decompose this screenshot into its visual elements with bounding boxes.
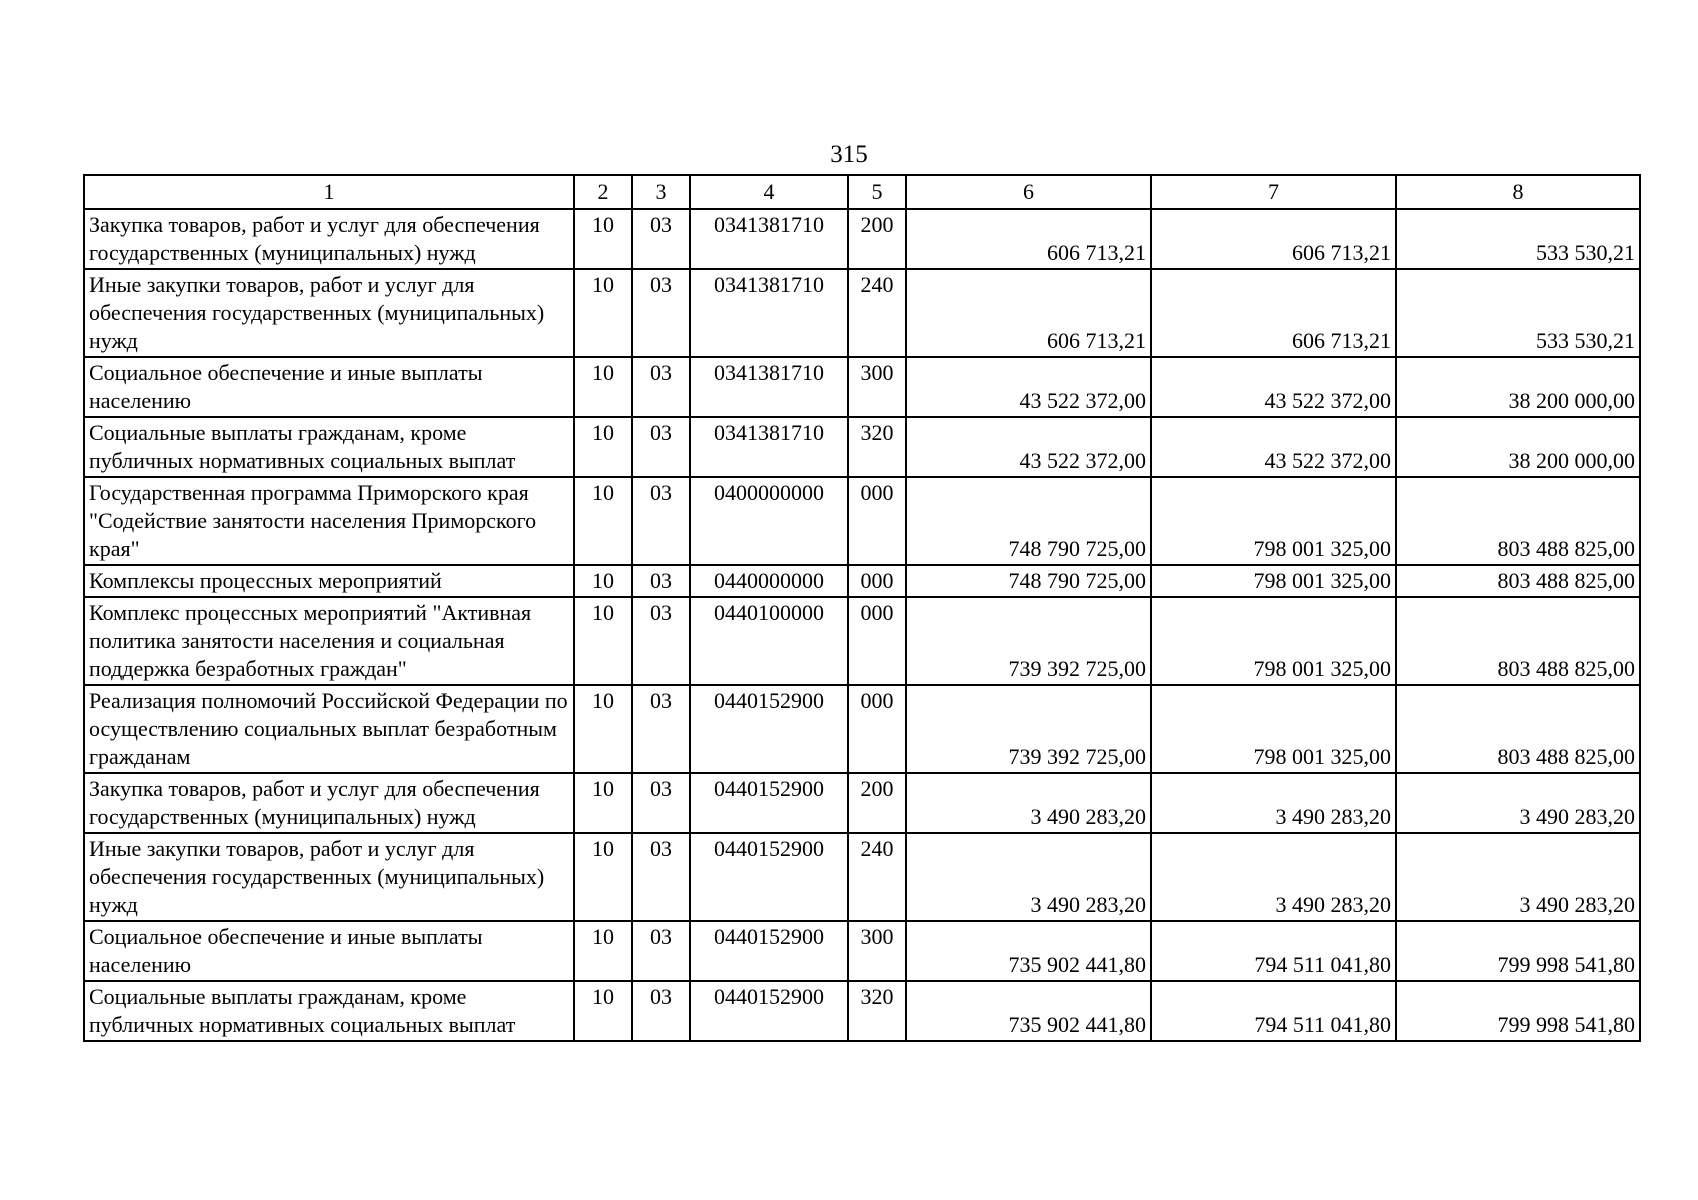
amount-col6-cell: 735 902 441,80 bbox=[906, 981, 1151, 1041]
amount-col8-cell: 3 490 283,20 bbox=[1396, 773, 1640, 833]
subsection-cell: 03 bbox=[632, 477, 690, 565]
target-article-cell: 0400000000 bbox=[690, 477, 848, 565]
section-cell: 10 bbox=[574, 477, 632, 565]
target-article-cell: 0341381710 bbox=[690, 269, 848, 357]
amount-col8-cell: 38 200 000,00 bbox=[1396, 357, 1640, 417]
table-row bbox=[84, 417, 1640, 477]
section-cell: 10 bbox=[574, 357, 632, 417]
section-cell: 10 bbox=[574, 269, 632, 357]
target-article-cell: 0440100000 bbox=[690, 597, 848, 685]
subsection-cell: 03 bbox=[632, 921, 690, 981]
column-header: 5 bbox=[848, 175, 906, 209]
budget-table bbox=[83, 174, 1641, 1042]
amount-col6-cell: 748 790 725,00 bbox=[906, 477, 1151, 565]
expense-type-cell: 000 bbox=[848, 477, 906, 565]
section-cell: 10 bbox=[574, 565, 632, 597]
section-cell: 10 bbox=[574, 209, 632, 269]
amount-col8-cell: 803 488 825,00 bbox=[1396, 477, 1640, 565]
table-row bbox=[84, 269, 1640, 357]
subsection-cell: 03 bbox=[632, 357, 690, 417]
row-name-cell: Комплекс процессных мероприятий "Активная политика занятости населения и социальная поддержка безработных граждан" bbox=[84, 597, 574, 685]
expense-type-cell: 000 bbox=[848, 597, 906, 685]
amount-col7-cell: 43 522 372,00 bbox=[1151, 417, 1396, 477]
row-name-cell: Иные закупки товаров, работ и услуг для обеспечения государственных (муниципальных) нужд bbox=[84, 269, 574, 357]
row-name-cell: Социальные выплаты гражданам, кроме публичных нормативных социальных выплат bbox=[84, 417, 574, 477]
page-number: 315 bbox=[830, 141, 868, 168]
amount-col8-cell: 803 488 825,00 bbox=[1396, 597, 1640, 685]
subsection-cell: 03 bbox=[632, 833, 690, 921]
subsection-cell: 03 bbox=[632, 981, 690, 1041]
amount-col6-cell: 739 392 725,00 bbox=[906, 685, 1151, 773]
row-name-cell: Иные закупки товаров, работ и услуг для обеспечения государственных (муниципальных) нужд bbox=[84, 833, 574, 921]
target-article-cell: 0440152900 bbox=[690, 833, 848, 921]
expense-type-cell: 000 bbox=[848, 565, 906, 597]
target-article-cell: 0440152900 bbox=[690, 685, 848, 773]
amount-col6-cell: 43 522 372,00 bbox=[906, 357, 1151, 417]
amount-col8-cell: 38 200 000,00 bbox=[1396, 417, 1640, 477]
subsection-cell: 03 bbox=[632, 269, 690, 357]
target-article-cell: 0440152900 bbox=[690, 773, 848, 833]
section-cell: 10 bbox=[574, 833, 632, 921]
amount-col6-cell: 606 713,21 bbox=[906, 269, 1151, 357]
section-cell: 10 bbox=[574, 417, 632, 477]
subsection-cell: 03 bbox=[632, 209, 690, 269]
table-row bbox=[84, 773, 1640, 833]
amount-col8-cell: 803 488 825,00 bbox=[1396, 685, 1640, 773]
column-header: 7 bbox=[1151, 175, 1396, 209]
expense-type-cell: 200 bbox=[848, 773, 906, 833]
amount-col8-cell: 799 998 541,80 bbox=[1396, 921, 1640, 981]
column-header: 4 bbox=[690, 175, 848, 209]
row-name-cell: Социальное обеспечение и иные выплаты населению bbox=[84, 357, 574, 417]
amount-col7-cell: 606 713,21 bbox=[1151, 209, 1396, 269]
amount-col7-cell: 798 001 325,00 bbox=[1151, 565, 1396, 597]
subsection-cell: 03 bbox=[632, 417, 690, 477]
expense-type-cell: 200 bbox=[848, 209, 906, 269]
amount-col7-cell: 794 511 041,80 bbox=[1151, 921, 1396, 981]
column-header: 2 bbox=[574, 175, 632, 209]
column-header: 1 bbox=[84, 175, 574, 209]
expense-type-cell: 240 bbox=[848, 833, 906, 921]
table-body bbox=[84, 209, 1640, 1041]
expense-type-cell: 300 bbox=[848, 921, 906, 981]
section-cell: 10 bbox=[574, 921, 632, 981]
subsection-cell: 03 bbox=[632, 597, 690, 685]
amount-col7-cell: 798 001 325,00 bbox=[1151, 685, 1396, 773]
expense-type-cell: 300 bbox=[848, 357, 906, 417]
amount-col6-cell: 3 490 283,20 bbox=[906, 833, 1151, 921]
amount-col7-cell: 3 490 283,20 bbox=[1151, 773, 1396, 833]
target-article-cell: 0341381710 bbox=[690, 417, 848, 477]
row-name-cell: Реализация полномочий Российской Федерации по осуществлению социальных выплат безработным гражданам bbox=[84, 685, 574, 773]
column-header: 8 bbox=[1396, 175, 1640, 209]
table-row bbox=[84, 357, 1640, 417]
column-header: 3 bbox=[632, 175, 690, 209]
subsection-cell: 03 bbox=[632, 773, 690, 833]
table-row bbox=[84, 597, 1640, 685]
row-name-cell: Закупка товаров, работ и услуг для обеспечения государственных (муниципальных) нужд bbox=[84, 209, 574, 269]
expense-type-cell: 240 bbox=[848, 269, 906, 357]
target-article-cell: 0341381710 bbox=[690, 357, 848, 417]
row-name-cell: Комплексы процессных мероприятий bbox=[84, 565, 574, 597]
column-header: 6 bbox=[906, 175, 1151, 209]
expense-type-cell: 000 bbox=[848, 685, 906, 773]
expense-type-cell: 320 bbox=[848, 417, 906, 477]
amount-col7-cell: 606 713,21 bbox=[1151, 269, 1396, 357]
subsection-cell: 03 bbox=[632, 685, 690, 773]
amount-col6-cell: 735 902 441,80 bbox=[906, 921, 1151, 981]
amount-col7-cell: 798 001 325,00 bbox=[1151, 597, 1396, 685]
row-name-cell: Государственная программа Приморского края "Содействие занятости населения Приморского края" bbox=[84, 477, 574, 565]
section-cell: 10 bbox=[574, 685, 632, 773]
amount-col8-cell: 799 998 541,80 bbox=[1396, 981, 1640, 1041]
table-row bbox=[84, 209, 1640, 269]
expense-type-cell: 320 bbox=[848, 981, 906, 1041]
amount-col6-cell: 748 790 725,00 bbox=[906, 565, 1151, 597]
amount-col7-cell: 3 490 283,20 bbox=[1151, 833, 1396, 921]
table-row bbox=[84, 833, 1640, 921]
section-cell: 10 bbox=[574, 597, 632, 685]
amount-col8-cell: 3 490 283,20 bbox=[1396, 833, 1640, 921]
amount-col8-cell: 533 530,21 bbox=[1396, 269, 1640, 357]
amount-col6-cell: 606 713,21 bbox=[906, 209, 1151, 269]
row-name-cell: Социальное обеспечение и иные выплаты населению bbox=[84, 921, 574, 981]
amount-col7-cell: 794 511 041,80 bbox=[1151, 981, 1396, 1041]
target-article-cell: 0440152900 bbox=[690, 981, 848, 1041]
amount-col7-cell: 798 001 325,00 bbox=[1151, 477, 1396, 565]
section-cell: 10 bbox=[574, 981, 632, 1041]
amount-col6-cell: 739 392 725,00 bbox=[906, 597, 1151, 685]
amount-col8-cell: 803 488 825,00 bbox=[1396, 565, 1640, 597]
row-name-cell: Социальные выплаты гражданам, кроме публичных нормативных социальных выплат bbox=[84, 981, 574, 1041]
table-row bbox=[84, 921, 1640, 981]
amount-col6-cell: 3 490 283,20 bbox=[906, 773, 1151, 833]
target-article-cell: 0341381710 bbox=[690, 209, 848, 269]
table-row bbox=[84, 565, 1640, 597]
target-article-cell: 0440000000 bbox=[690, 565, 848, 597]
target-article-cell: 0440152900 bbox=[690, 921, 848, 981]
subsection-cell: 03 bbox=[632, 565, 690, 597]
table-row bbox=[84, 477, 1640, 565]
row-name-cell: Закупка товаров, работ и услуг для обеспечения государственных (муниципальных) нужд bbox=[84, 773, 574, 833]
amount-col6-cell: 43 522 372,00 bbox=[906, 417, 1151, 477]
header-row bbox=[84, 175, 1640, 209]
amount-col8-cell: 533 530,21 bbox=[1396, 209, 1640, 269]
table-row bbox=[84, 685, 1640, 773]
table-row bbox=[84, 981, 1640, 1041]
amount-col7-cell: 43 522 372,00 bbox=[1151, 357, 1396, 417]
section-cell: 10 bbox=[574, 773, 632, 833]
